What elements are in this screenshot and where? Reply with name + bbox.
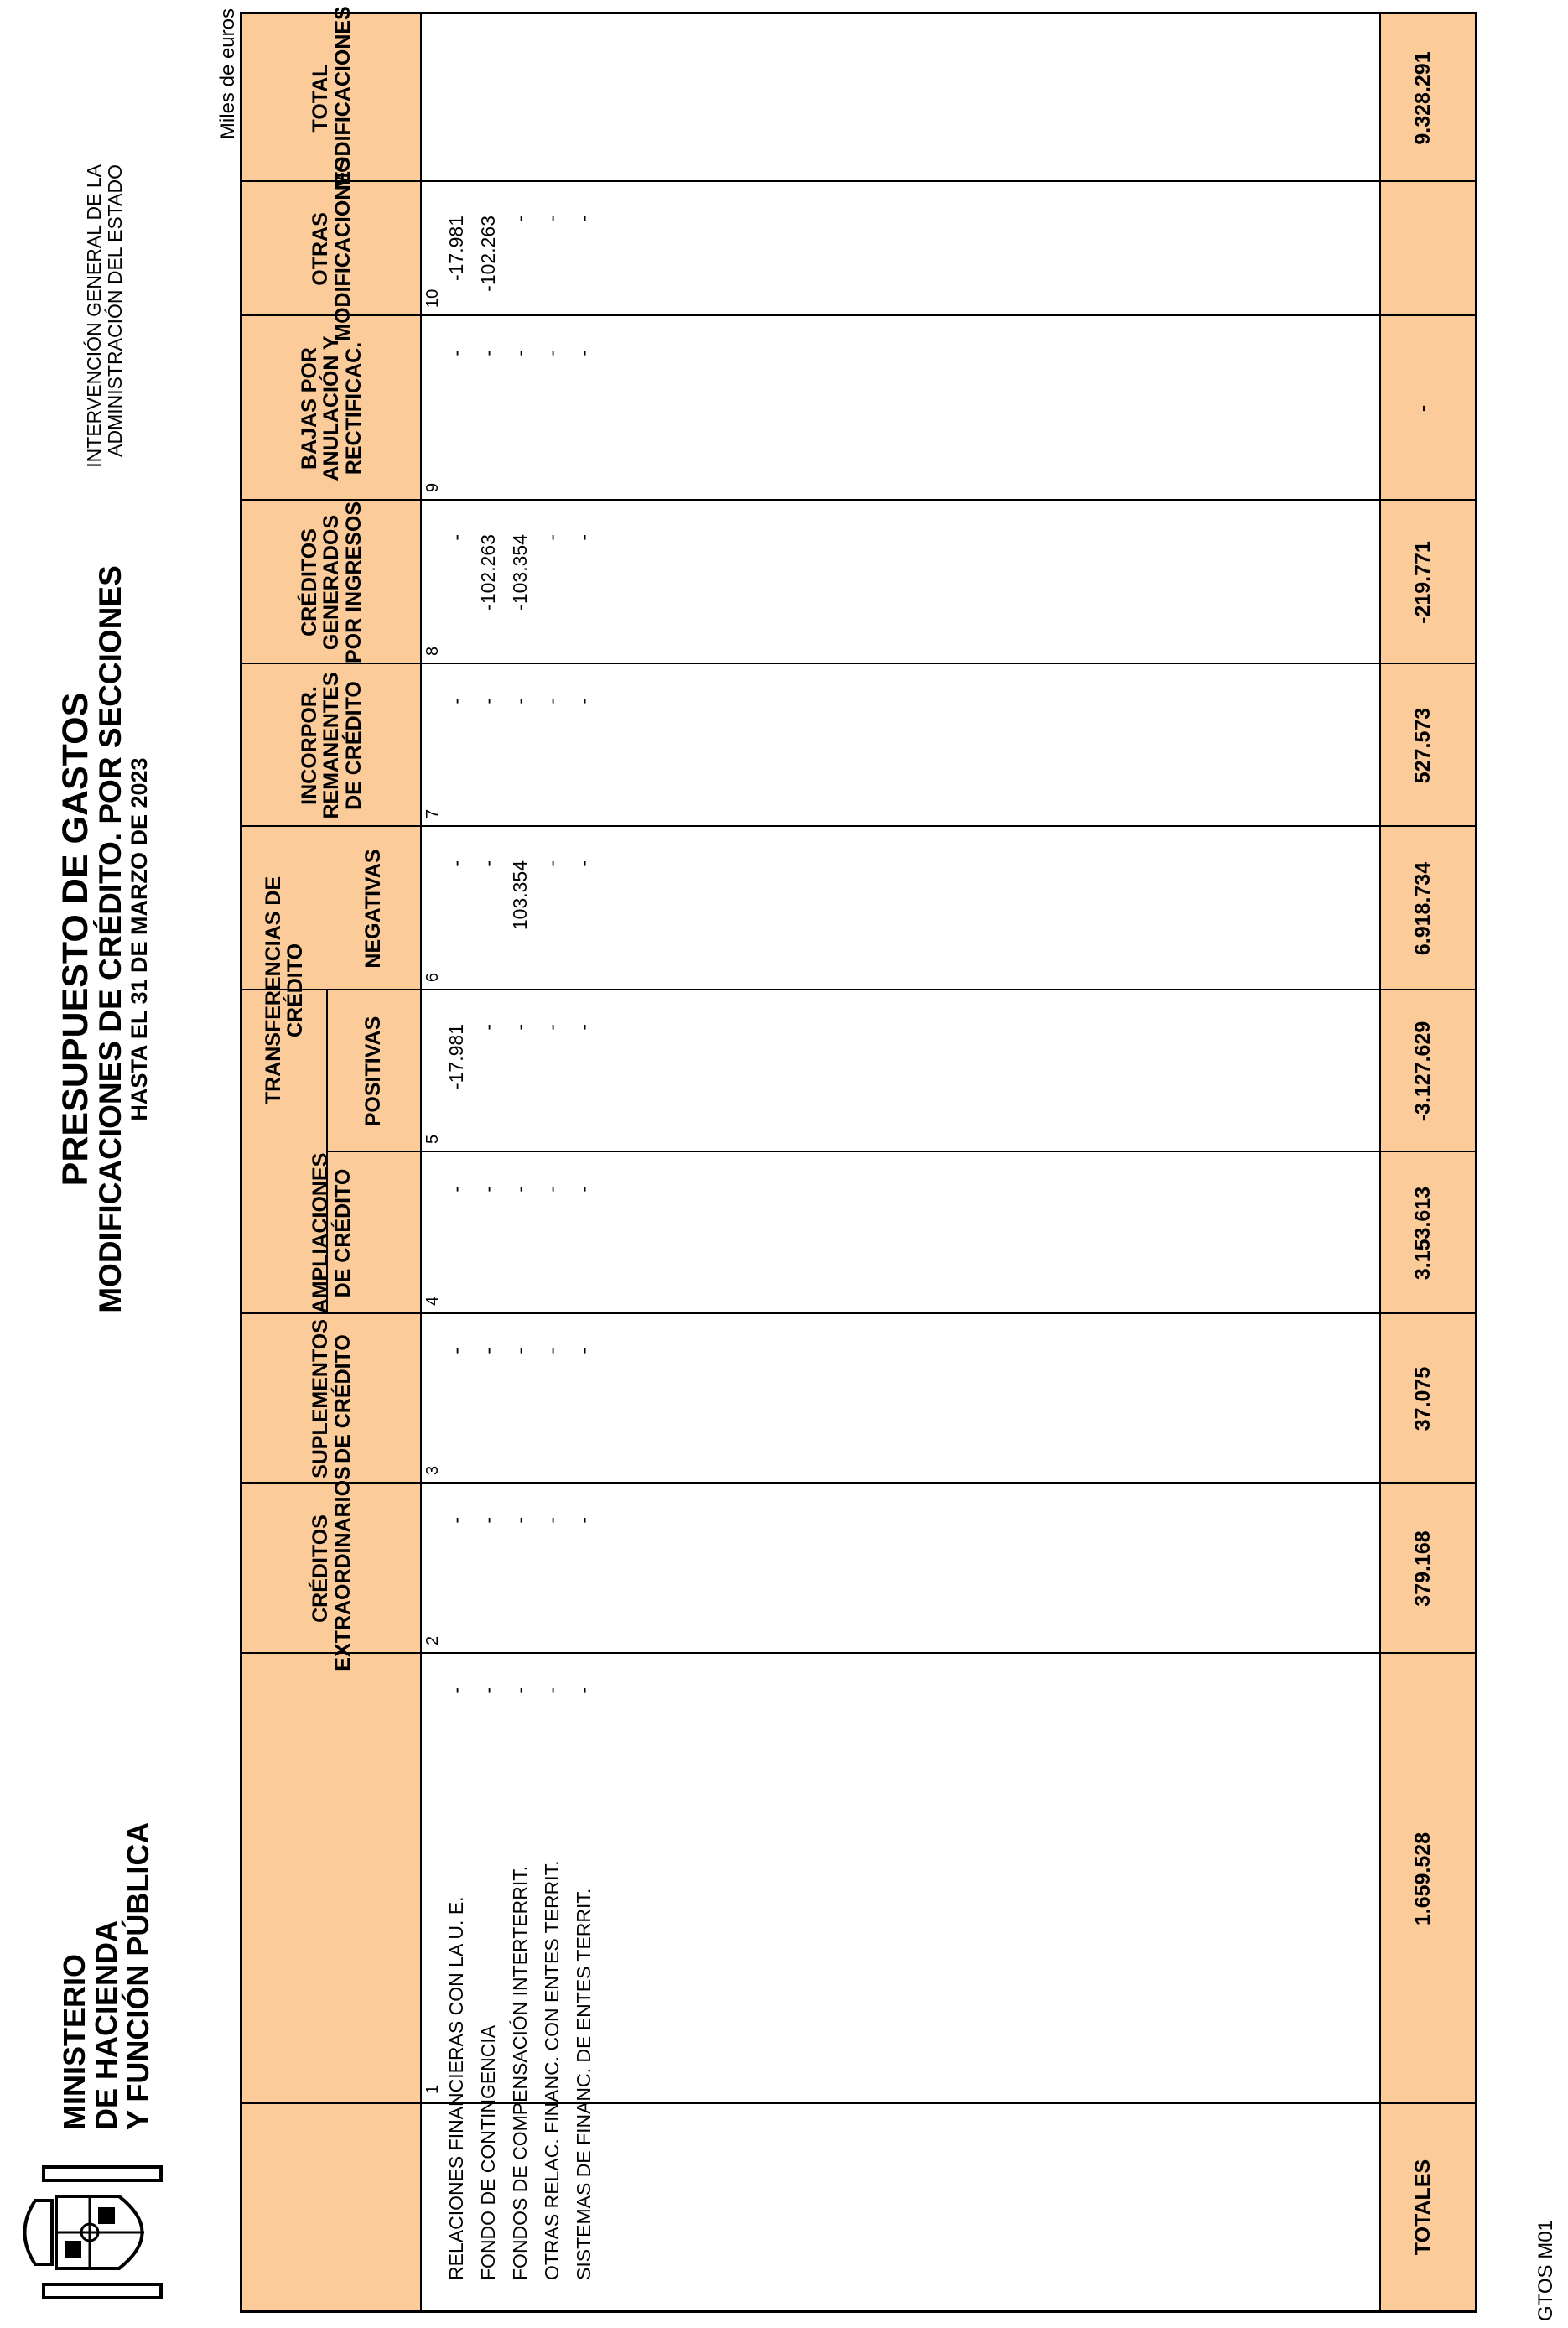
- col-header: BAJAS POR ANULACIÓN Y RECTIFICAC.: [298, 335, 366, 481]
- total-cell: 6.918.734: [1411, 861, 1435, 956]
- table-cell: -: [509, 1348, 531, 1354]
- col-header: OTRAS MODIFICACIONES: [309, 157, 355, 341]
- agency-name: [84, 164, 127, 517]
- table-cell: -: [477, 1024, 499, 1031]
- col-rule: [242, 1482, 1475, 1484]
- col-header: INCORPOR. REMANENTES DE CRÉDITO: [298, 672, 366, 819]
- col-number: 5: [423, 1134, 442, 1144]
- table-cell: -: [477, 1348, 499, 1354]
- total-cell: -219.771: [1411, 541, 1435, 624]
- table-cell: -17.981: [445, 1024, 467, 1090]
- total-cell: 379.168: [1411, 1530, 1435, 1607]
- table-cell: -: [509, 216, 531, 222]
- table-cell: -: [509, 1186, 531, 1193]
- col-number: 1: [423, 2084, 442, 2094]
- table-cell: -: [445, 1687, 467, 1694]
- table-cell: -: [573, 1517, 594, 1524]
- row-label: RELACIONES FINANCIERAS CON LA U. E.: [445, 1896, 467, 2280]
- table-cell: -: [445, 534, 467, 541]
- table-cell: -: [573, 860, 594, 867]
- table-cell: -: [573, 1024, 594, 1031]
- coat-of-arms-icon: [18, 2150, 169, 2315]
- table-cell: -: [477, 1186, 499, 1193]
- modifications-table: [240, 6, 1477, 2313]
- table-cell: -: [573, 1687, 594, 1694]
- page-date: HASTA EL 31 DE MARZO DE 2023: [126, 757, 152, 1121]
- table-cell: -: [541, 1186, 563, 1193]
- table-cell: -: [573, 350, 594, 356]
- row-label: SISTEMAS DE FINANC. DE ENTES TERRIT.: [573, 1888, 594, 2280]
- table-cell: -: [509, 698, 531, 704]
- ministry-line: Y FUNCIÓN PÚBLICA: [120, 1821, 155, 2130]
- totals-top-rule: [1379, 14, 1381, 2310]
- ministry-name: [59, 1778, 153, 2130]
- units-label: Miles de euros: [216, 8, 239, 140]
- table-cell: -: [477, 1687, 499, 1694]
- table-cell: -: [541, 534, 563, 541]
- agency-line: ADMINISTRACIÓN DEL ESTADO: [104, 164, 127, 457]
- col-rule: [242, 663, 1475, 664]
- col-number: 8: [423, 646, 442, 656]
- table-cell: -: [477, 698, 499, 704]
- table-cell: -: [445, 698, 467, 704]
- table-cell: -17.981: [445, 216, 467, 282]
- table-cell: -: [445, 1348, 467, 1354]
- total-cell: 527.573: [1411, 707, 1435, 784]
- col-rule: [242, 825, 1475, 827]
- table-cell: -: [541, 1687, 563, 1694]
- table-cell: 103.354: [509, 860, 531, 931]
- table-cell: -: [445, 860, 467, 867]
- agency-line: INTERVENCIÓN GENERAL DE LA: [83, 164, 105, 468]
- col-header: SUPLEMENTOS DE CRÉDITO: [309, 1319, 355, 1478]
- col-rule: [242, 314, 1475, 316]
- total-cell: 3.153.613: [1411, 1186, 1435, 1281]
- col-rule: [242, 2102, 1475, 2104]
- ministry-line: DE HACIENDA: [88, 1920, 123, 2130]
- col-rule: [242, 180, 1475, 182]
- table-cell: -: [573, 1186, 594, 1193]
- col-number: 2: [423, 1635, 442, 1645]
- col-number: 9: [423, 482, 442, 492]
- table-cell: -: [541, 1517, 563, 1524]
- totals-label: TOTALES: [1411, 2159, 1435, 2256]
- col-header: CRÉDITOS GENERADOS POR INGRESOS: [298, 501, 366, 664]
- table-cell: -: [477, 1517, 499, 1524]
- table-cell: -: [541, 216, 563, 222]
- table-cell: -103.354: [509, 534, 531, 611]
- col-header: POSITIVAS: [361, 1016, 386, 1127]
- table-cell: -: [509, 1517, 531, 1524]
- row-label: FONDOS DE COMPENSACIÓN INTERTERRIT.: [509, 1865, 531, 2280]
- col-number: 10: [423, 288, 442, 308]
- table-cell: -: [445, 1186, 467, 1193]
- total-cell: 1.659.528: [1411, 1832, 1435, 1926]
- table-cell: -: [477, 350, 499, 356]
- table-cell: -: [445, 350, 467, 356]
- table-cell: -: [509, 350, 531, 356]
- total-cell: 37.075: [1411, 1366, 1435, 1432]
- table-cell: -102.263: [477, 534, 499, 611]
- col-rule: [242, 1312, 1475, 1314]
- col-rule: [242, 1652, 1475, 1654]
- table-cell: -: [573, 534, 594, 541]
- document-title-block: [57, 436, 151, 1442]
- row-label: OTRAS RELAC. FINANC. CON ENTES TERRIT.: [541, 1860, 563, 2280]
- table-cell: -: [541, 698, 563, 704]
- table-cell: -: [541, 1348, 563, 1354]
- table-cell: -: [541, 350, 563, 356]
- form-code: GTOS M01: [1534, 2220, 1557, 2321]
- col-number: 7: [423, 808, 442, 818]
- total-cell: -3.127.629: [1411, 1021, 1435, 1122]
- col-header: CRÉDITOS EXTRAORDINARIOS: [309, 1466, 355, 1671]
- ministry-line: MINISTERIO: [57, 1953, 91, 2130]
- col-header: NEGATIVAS: [361, 849, 386, 969]
- total-cell: -: [1411, 404, 1435, 413]
- col-header: TOTAL MODIFICACIONES: [309, 6, 355, 190]
- page-subtitle: MODIFICACIONES DE CRÉDITO. POR SECCIONES: [93, 565, 128, 1313]
- table-cell: -: [509, 1687, 531, 1694]
- table-cell: -: [509, 1024, 531, 1031]
- total-cell: 9.328.291: [1411, 51, 1435, 145]
- col-header: AMPLIACIONES DE CRÉDITO: [309, 1152, 355, 1314]
- col-number: 4: [423, 1296, 442, 1306]
- table-cell: -: [573, 698, 594, 704]
- table-cell: -: [477, 860, 499, 867]
- table-cell: -102.263: [477, 216, 499, 292]
- col-rule: [242, 989, 1475, 990]
- col-number: 3: [423, 1465, 442, 1475]
- table-cell: -: [573, 1348, 594, 1354]
- page-title: PRESUPUESTO DE GASTOS: [55, 692, 96, 1187]
- table-cell: -: [573, 216, 594, 222]
- row-label: FONDO DE CONTINGENCIA: [477, 2024, 499, 2280]
- table-cell: -: [541, 860, 563, 867]
- col-number: 6: [423, 972, 442, 982]
- table-cell: -: [445, 1517, 467, 1524]
- table-cell: -: [541, 1024, 563, 1031]
- col-rule: [242, 499, 1475, 501]
- group-header: TRANSFERENCIAS DE CRÉDITO: [261, 876, 307, 1105]
